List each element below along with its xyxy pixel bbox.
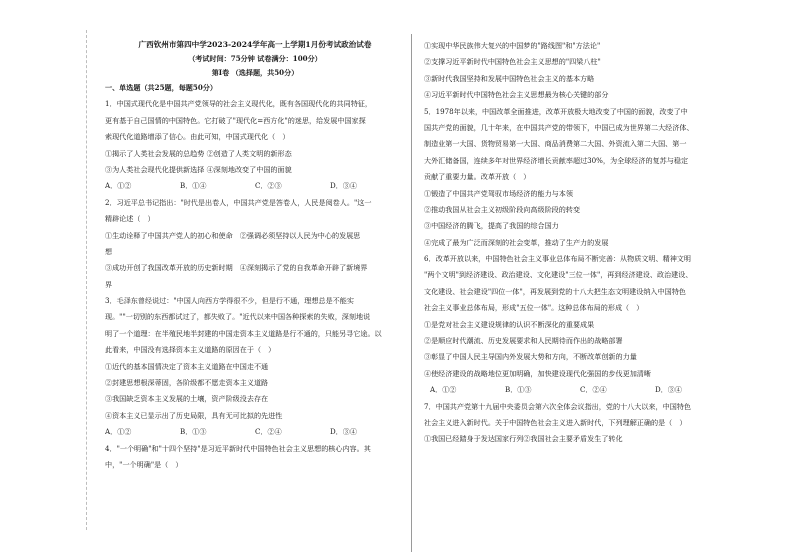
- question-text: 现。""一切别的东西都试过了，都失败了。"近代以来中国各种探索的失败，深刻地说: [105, 312, 371, 322]
- question-text: 6．改革开放以来，中国特色社会主义事业总体布局不断完善：从物质文明、精神文明: [424, 254, 691, 264]
- answer-option[interactable]: A．①②: [430, 385, 457, 395]
- question-statement: ②支撑习近平新时代中国特色社会主义思想的"四梁八柱": [424, 57, 601, 67]
- question-statement: ④资本主义已显示出了历史局限，具有无可比拟的先进性: [105, 410, 283, 420]
- question-statement: ③为人类社会现代化提供新选择 ④深刻地改变了中国的面貌: [105, 164, 292, 174]
- question-text: 明了一个道理：在半殖民地半封建的中国走资本主义道路是行不通的，只能另寻它途。以: [105, 328, 382, 338]
- answer-option[interactable]: A．①②: [105, 181, 132, 191]
- question-statement: ②是顺应时代潮流、历史发展要求和人民期待而作出的战略部署: [424, 336, 623, 346]
- answer-option[interactable]: D．③④: [655, 385, 682, 395]
- left-column: [105, 38, 405, 473]
- question-statement: ①实现中华民族伟大复兴的中国梦的"路线图"和"方法论": [424, 41, 601, 50]
- question-text: 贡献了重要力量。改革开放（ ）: [424, 172, 531, 182]
- binding-margin: [4, 30, 87, 530]
- exam-subtitle: （考试时间：75分钟 试卷满分：100分）: [188, 54, 322, 63]
- column-divider: [411, 34, 412, 552]
- answer-option[interactable]: C．②③: [255, 181, 282, 191]
- question-text: 3．毛泽东曾经说过："中国人向西方学得很不少，但是行不通，理想总是不能实: [105, 296, 354, 306]
- question-text: 4．"一个明确"和"十四个坚持"是习近平新时代中国特色社会主义思想的核心内容。其: [105, 443, 371, 453]
- answer-options-q1: [105, 178, 405, 194]
- part-heading: 第Ⅰ卷 （选择题，共50分）: [211, 68, 299, 77]
- question-text: 社会主义事业总体布局，形成"五位一体"。这种总体布局的形成（ ）: [424, 303, 644, 313]
- question-text: 精辟论述（ ）: [105, 214, 155, 224]
- question-text: 7．中国共产党第十九届中央委员会第六次全体会议指出，党的十八大以来，中国特色: [424, 401, 691, 411]
- question-statement: ③彰显了中国人民主导国内外发展大势和方向，不断改革创新的力量: [424, 352, 637, 362]
- answer-option[interactable]: C．②④: [580, 385, 607, 395]
- question-statement: ③我国缺乏资本主义发展的土壤，资产阶级没去存在: [105, 394, 269, 404]
- answer-option[interactable]: A．①②: [105, 427, 132, 437]
- question-text: 大外汇储备国，连续多年对世界经济增长贡献率超过30%，为全球经济的复苏与稳定: [424, 155, 689, 165]
- question-statement: ④完成了最为广泛而深刻的社会变革，推动了生产力的发展: [424, 237, 609, 247]
- question-statement: 界: [105, 279, 113, 289]
- question-statement: ①近代的基本国情决定了资本主义道路在中国走不通: [105, 361, 269, 371]
- answer-option[interactable]: B．①③: [505, 385, 532, 395]
- question-statement: ①揭示了人类社会发展的总趋势 ②创造了人类文明的新形态: [105, 148, 292, 158]
- question-statement: ③成功开创了我国改革开放的历史新时期 ④深刻揭示了党的自我革命开辟了新境界: [105, 263, 368, 273]
- question-text: 此看来，中国没有选择资本主义道路的原因在于（ ）: [105, 345, 276, 355]
- question-text: 2．习近平总书记指出："时代是出卷人，中国共产党是答卷人，人民是阅卷人。"这一: [105, 197, 372, 207]
- question-text: 1．中国式现代化是中国共产党领导的社会主义现代化，既有各国现代化的共同特征，: [105, 99, 372, 109]
- question-text: 文化建设、社会建设"四位一体"，再发展到党的十八大把生态文明建设纳入中国特色: [424, 286, 686, 296]
- section-heading: 一、单选题（共25题，每题50分）: [105, 83, 217, 92]
- question-text: 更有基于自己国情的中国特色。它打破了"现代化=西方化"的迷思，给发展中国家探: [105, 115, 366, 125]
- answer-options-q3: [105, 424, 405, 440]
- question-text: 社会主义进入新时代。关于中国特色社会主义进入新时代，下列理解正确的是（ ）: [424, 417, 687, 427]
- question-text: 制造业第一大国、货物贸易第一大国、商品消费第二大国、外资流入第二大国、第一: [424, 139, 687, 149]
- answer-options-q6: [424, 382, 730, 398]
- question-statement: ③中国经济的腾飞，提高了我国的综合国力: [424, 221, 559, 231]
- question-statement: ④习近平新时代中国特色社会主义思想最为核心关键的部分: [424, 90, 609, 100]
- question-statement: ①生动诠释了中国共产党人的初心和使命 ②强调必须坚持以人民为中心的发展思: [105, 230, 361, 240]
- question-text: 中，"一个明确"是（ ）: [105, 459, 183, 469]
- question-statement: ①我国已经踏身于发达国家行列②我国社会主要矛盾发生了转化: [424, 434, 623, 444]
- question-statement: ③新时代我国坚持和发展中国特色社会主义的基本方略: [424, 73, 595, 83]
- exam-title: 广西钦州市第四中学2023-2024学年高一上学期1月份考试政治试卷: [138, 40, 372, 49]
- question-statement: ②推动我国从社会主义初级阶段向高级阶段的转变: [424, 204, 581, 214]
- question-statement: ①是党对社会主义建设规律的认识不断深化的重要成果: [424, 319, 595, 329]
- answer-option[interactable]: C．②④: [255, 427, 282, 437]
- question-statement: ②封建思想根深蒂固，各阶级都不愿走资本主义道路: [105, 378, 269, 388]
- question-statement: ④使经济建设的战略地位更加明确，加快建设现代化强国的步伐更加清晰: [424, 368, 651, 378]
- right-column: [424, 38, 780, 448]
- question-text: 5．1978年以来，中国改革全面推进，改革开放极大地改变了中国的面貌，改变了中: [424, 106, 688, 116]
- answer-option[interactable]: B．①③: [180, 427, 207, 437]
- question-statement: 想: [105, 246, 113, 256]
- question-text: "两个文明"到经济建设、政治建设、文化建设"三位一体"，再到经济建设、政治建设、: [424, 270, 693, 280]
- question-text: 索现代化道路增添了信心。由此可知，中国式现代化（ ）: [105, 132, 290, 142]
- answer-option[interactable]: B．①④: [180, 181, 207, 191]
- answer-option[interactable]: D．③④: [330, 427, 357, 437]
- question-text: 国共产党的面貌，几十年来，在中国共产党的带领下，中国已成为世界第二大经济体、: [424, 122, 694, 132]
- answer-option[interactable]: D．③④: [330, 181, 357, 191]
- question-statement: ①锻造了中国共产党驾驭市场经济的能力与本领: [424, 188, 573, 198]
